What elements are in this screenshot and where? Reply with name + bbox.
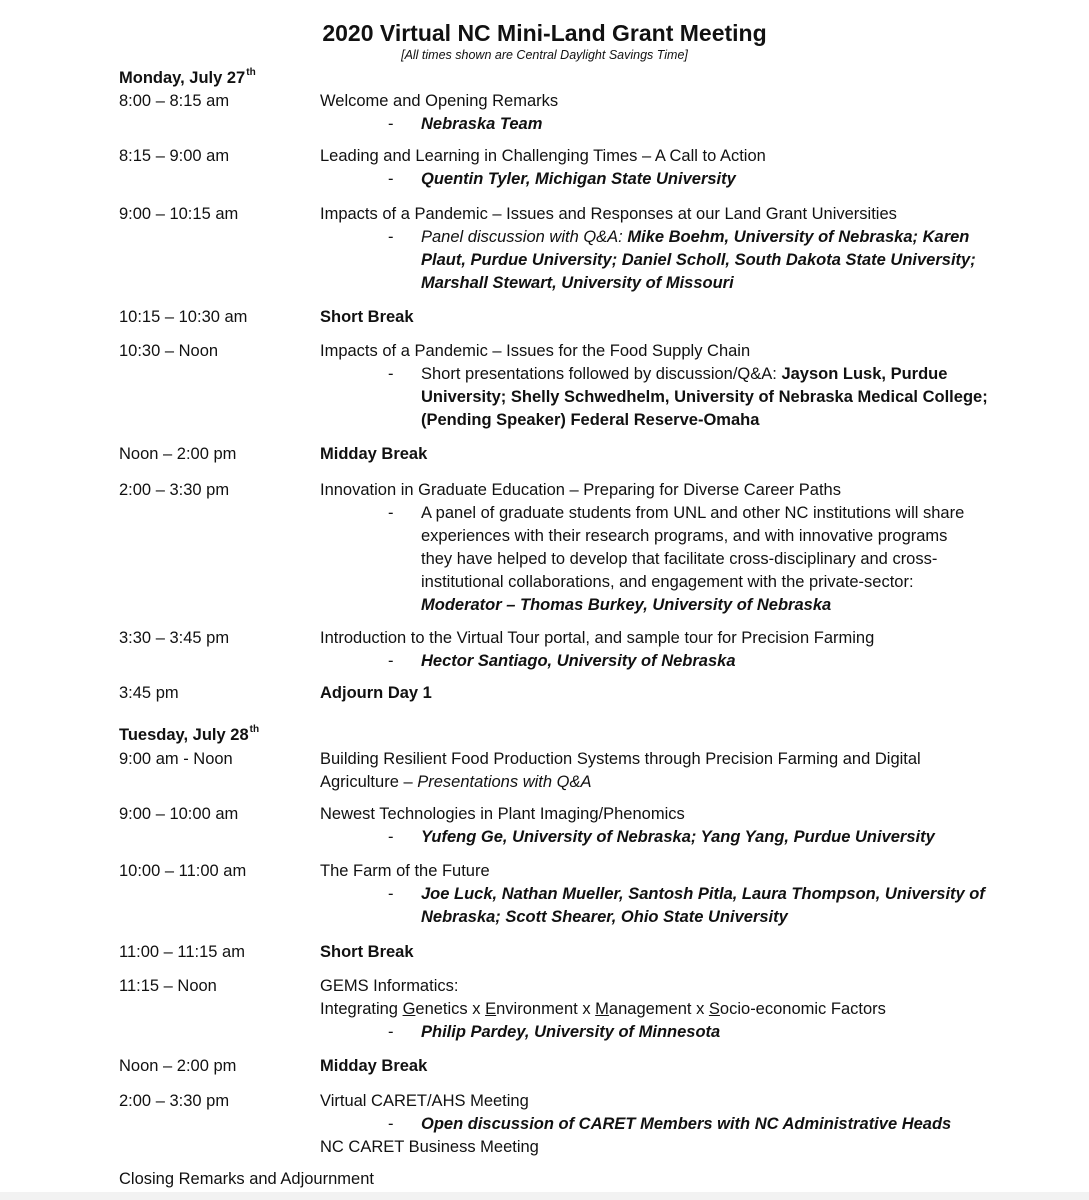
- agenda-time: 9:00 – 10:15 am: [119, 205, 239, 223]
- document-title: 2020 Virtual NC Mini-Land Grant Meeting: [322, 20, 767, 46]
- closing-remarks: Closing Remarks and Adjournment: [119, 1170, 374, 1188]
- agenda-time: 8:00 – 8:15 am: [119, 92, 230, 110]
- agenda-time: 11:00 – 11:15 am: [119, 943, 245, 961]
- agenda-title-cont: Agriculture – Presentations with Q&A: [320, 773, 592, 791]
- agenda-time: 9:00 – 10:00 am: [119, 805, 239, 823]
- day-heading-tuesday: Tuesday, July 28th: [119, 724, 260, 744]
- speaker-line: - Open discussion of CARET Members with NC Administrative Heads: [388, 1115, 952, 1133]
- speaker-line: - Quentin Tyler, Michigan State University: [388, 170, 736, 188]
- agenda-title: Leading and Learning in Challenging Times – A Call to Action: [320, 147, 766, 165]
- agenda-title: Midday Break: [320, 1057, 428, 1075]
- agenda-title: Adjourn Day 1: [320, 684, 432, 702]
- agenda-title: Short Break: [320, 308, 414, 326]
- agenda-time: 2:00 – 3:30 pm: [119, 1092, 230, 1110]
- agenda-title: Virtual CARET/AHS Meeting: [320, 1092, 529, 1110]
- agenda-time: Noon – 2:00 pm: [119, 445, 237, 463]
- agenda-title: Short Break: [320, 943, 414, 961]
- agenda-time: 2:00 – 3:30 pm: [119, 481, 230, 499]
- speaker-line: - Panel discussion with Q&A: Mike Boehm, University of Nebraska; Karen Plaut, Purdue University; Daniel Scholl, South Dakota State University; Marshall Stewart, University of Missouri: [388, 228, 976, 292]
- speaker-line: - Yufeng Ge, University of Nebraska; Yang Yang, Purdue University: [388, 828, 935, 846]
- agenda-time: 8:15 – 9:00 am: [119, 147, 230, 165]
- speaker-line: - Short presentations followed by discussion/Q&A: Jayson Lusk, Purdue University; Shelly Schwedhelm, University of Nebraska Medical College; (Pending Speaker) Federal Reserve-Omaha: [388, 365, 988, 429]
- speaker-line: - Hector Santiago, University of Nebraska: [388, 652, 736, 670]
- agenda-title: GEMS Informatics:: [320, 977, 459, 995]
- agenda-time: 10:30 – Noon: [119, 342, 219, 360]
- day-heading-monday: Monday, July 27th: [119, 67, 256, 87]
- agenda-time: 3:45 pm: [119, 684, 179, 702]
- speaker-line: - Philip Pardey, University of Minnesota: [388, 1023, 721, 1041]
- agenda-title: Midday Break: [320, 445, 428, 463]
- agenda-title: Impacts of a Pandemic – Issues and Responses at our Land Grant Universities: [320, 205, 897, 223]
- speaker-line: - A panel of graduate students from UNL and other NC institutions will share experiences with their research programs, and with innovative programs they have helped to develop that facilitate cross-disciplinary and cross- institutional collaborations, and engagement with the private-sector: Moderator – Thomas Burkey, University of Nebraska: [388, 504, 965, 614]
- agenda-time: 3:30 – 3:45 pm: [119, 629, 230, 647]
- speaker-line: - Nebraska Team: [388, 115, 543, 133]
- agenda-title: Introduction to the Virtual Tour portal, and sample tour for Precision Farming: [320, 629, 875, 647]
- agenda-title: Welcome and Opening Remarks: [320, 92, 559, 110]
- gems-subtitle: Integrating Genetics x Environment x Management x Socio-economic Factors: [320, 1000, 886, 1018]
- agenda-time: 9:00 am - Noon: [119, 750, 233, 768]
- agenda-title: Newest Technologies in Plant Imaging/Phenomics: [320, 805, 685, 823]
- agenda-title: Building Resilient Food Production Systems through Precision Farming and Digital: [320, 750, 921, 768]
- timezone-note: [All times shown are Central Daylight Savings Time]: [401, 48, 688, 62]
- agenda-title: Impacts of a Pandemic – Issues for the Food Supply Chain: [320, 342, 751, 360]
- agenda-time: 10:00 – 11:00 am: [119, 862, 247, 880]
- agenda-time: 11:15 – Noon: [119, 977, 217, 995]
- agenda-time: 10:15 – 10:30 am: [119, 308, 248, 326]
- agenda-title-followup: NC CARET Business Meeting: [320, 1138, 539, 1156]
- speaker-line: - Joe Luck, Nathan Mueller, Santosh Pitla, Laura Thompson, University of Nebraska; Scott Shearer, Ohio State University: [388, 885, 985, 926]
- agenda-title: The Farm of the Future: [320, 862, 490, 880]
- page-bottom-edge: [0, 1192, 1089, 1200]
- agenda-title: Innovation in Graduate Education – Preparing for Diverse Career Paths: [320, 481, 841, 499]
- agenda-time: Noon – 2:00 pm: [119, 1057, 237, 1075]
